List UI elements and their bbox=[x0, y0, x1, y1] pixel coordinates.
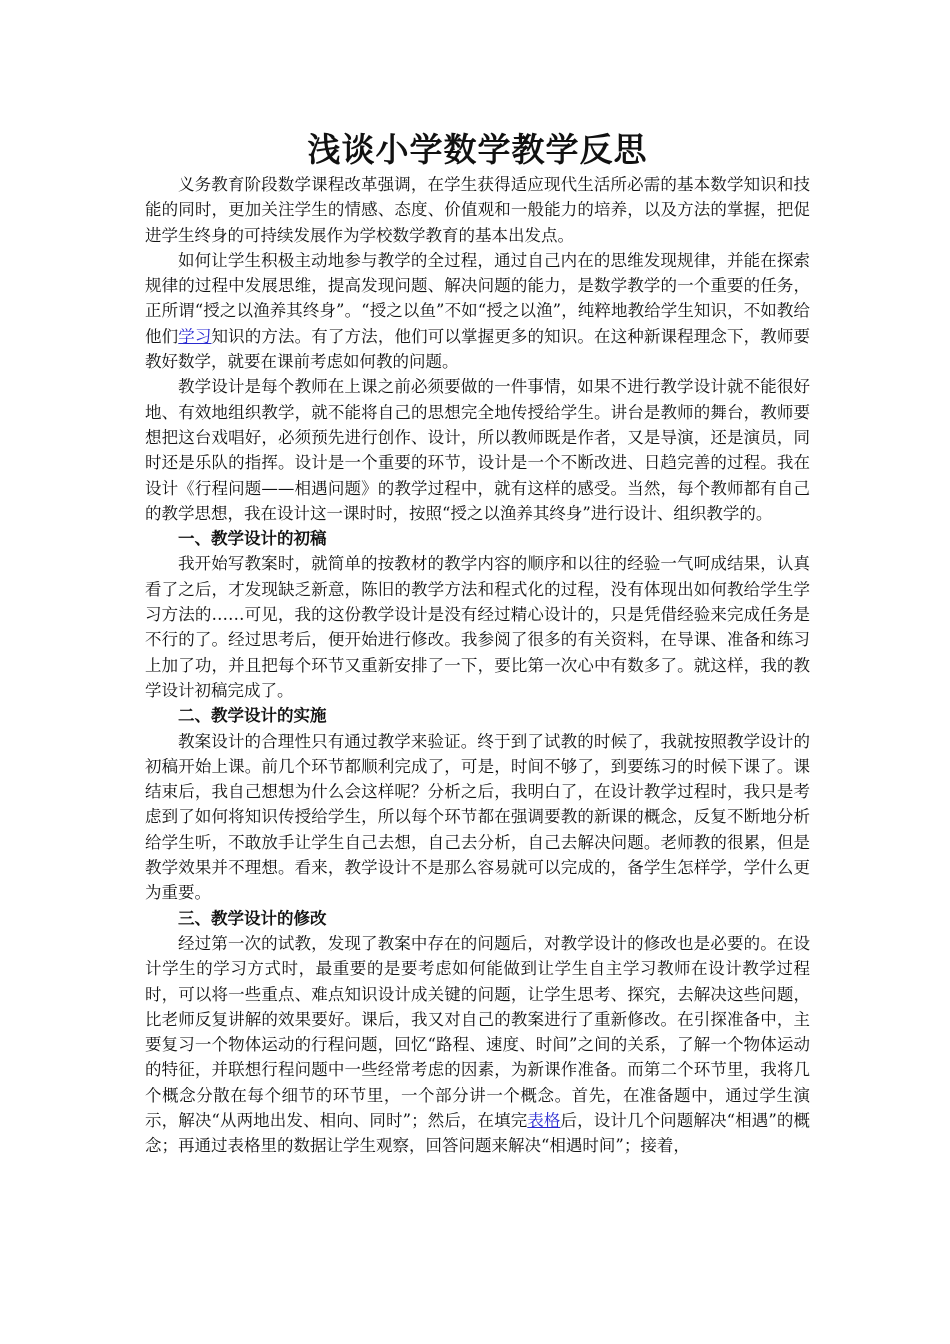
paragraph-text: 后，设计几个问题解决“相遇”的概念；再通过表格里的数据让学生观察，回答问题来解决“相遇时间”；接着， bbox=[145, 1110, 811, 1156]
paragraph-teaching-goal bbox=[145, 248, 810, 374]
paragraph-text: 经过第一次的试教，发现了教案中存在的问题后，对教学设计的修改也是必要的。在设计学生的学习方式时，最重要的是要考虑如何能做到让学生自主学习教师在设计教学过程时，可以将一些重点、难点知识设计成关键的问题，让学生思考、探究，去解决这些问题，比老师反复讲解的效果要好。课后，我又对自己的教案进行了重新修改。在引探准备中，主要复习一个物体运动的行程问题，回忆“路程、速度、时间”之间的关系，了解一个物体运动的特征，并联想行程问题中一些经常考虑的因素，为新课作准备。而第二个环节里，我将几个概念分散在每个细节的环节里，一个部分讲一个概念。首先，在准备题中，通过学生演示，解决“从两地出发、相向、同时”；然后，在填完 bbox=[145, 933, 810, 1130]
section-heading-implementation: 二、教学设计的实施 bbox=[178, 706, 327, 726]
section-heading-revision: 三、教学设计的修改 bbox=[178, 908, 327, 928]
document-page bbox=[145, 128, 810, 1159]
paragraph-design-importance: 教学设计是每个教师在上课之前必须要做的一件事情，如果不进行教学设计就不能很好地、有效地组织教学，就不能将自己的思想完全地传授给学生。讲台是教师的舞台，教师要想把这台戏唱好，必须预先进行创作、设计，所以教师既是作者，又是导演，还是演员，同时还是乐队的指挥。设计是一个重要的环节，设计是一个不断改进、日趋完善的过程。我在设计《行程问题——相遇问题》的教学过程中，就有这样的感受。当然，每个教师都有自己的教学思想，我在设计这一课时时，按照“授之以渔养其终身”进行设计、组织教学的。 bbox=[145, 377, 810, 523]
paragraph-intro: 义务教育阶段数学课程改革强调，在学生获得适应现代生活所必需的基本数学知识和技能的同时，更加关注学生的情感、态度、价值观和一般能力的培养，以及方法的掌握，把促进学生终身的可持续发展作为学校数学教育的基本出发点。 bbox=[145, 175, 810, 245]
paragraph-draft: 我开始写教案时，就简单的按教材的教学内容的顺序和以往的经验一气呵成结果，认真看了之后，才发现缺乏新意，陈旧的教学方法和程式化的过程，没有体现出如何教给学生学习方法的……可见，我的这份教学设计是没有经过精心设计的，只是凭借经验来完成任务是不行的了。经过思考后，便开始进行修改。我参阅了很多的有关资料，在导课、准备和练习上加了功，并且把每个环节又重新安排了一下，要比第一次心中有数多了。就这样，我的教学设计初稿完成了。 bbox=[145, 554, 810, 700]
section-heading-draft: 一、教学设计的初稿 bbox=[178, 529, 327, 549]
link-study[interactable]: 学习 bbox=[178, 326, 212, 346]
paragraph-text: 知识的方法。有了方法，他们可以掌握更多的知识。在这种新课程理念下，教师要教好数学，就要在课前考虑如何教的问题。 bbox=[145, 326, 811, 372]
paragraph-text: 如何让学生积极主动地参与教学的全过程，通过自己内在的思维发现规律，并能在探索规律的过程中发展思维，提高发现问题、解决问题的能力，是数学教学的一个重要的任务，正所谓“授之以渔养其终身”。“授之以鱼”不如“授之以渔”，纯粹地教给学生知识，不如教给他们 bbox=[145, 250, 810, 346]
link-table[interactable]: 表格 bbox=[527, 1110, 561, 1130]
paragraph-implementation: 教案设计的合理性只有通过教学来验证。终于到了试教的时候了，我就按照教学设计的初稿开始上课。前几个环节都顺利完成了，可是，时间不够了，到要练习的时候下课了。课结束后，我自己想想为什么会这样呢？分析之后，我明白了，在设计教学过程时，我只是考虑到了如何将知识传授给学生，所以每个环节都在强调要教的新课的概念，反复不断地分析给学生听，不敢放手让学生自己去想，自己去分析，自己去解决问题。老师教的很累，但是教学效果并不理想。看来，教学设计不是那么容易就可以完成的，备学生怎样学，学什么更为重要。 bbox=[145, 731, 810, 903]
paragraph-revision bbox=[145, 931, 810, 1159]
document-title: 浅谈小学数学教学反思 bbox=[307, 130, 648, 169]
